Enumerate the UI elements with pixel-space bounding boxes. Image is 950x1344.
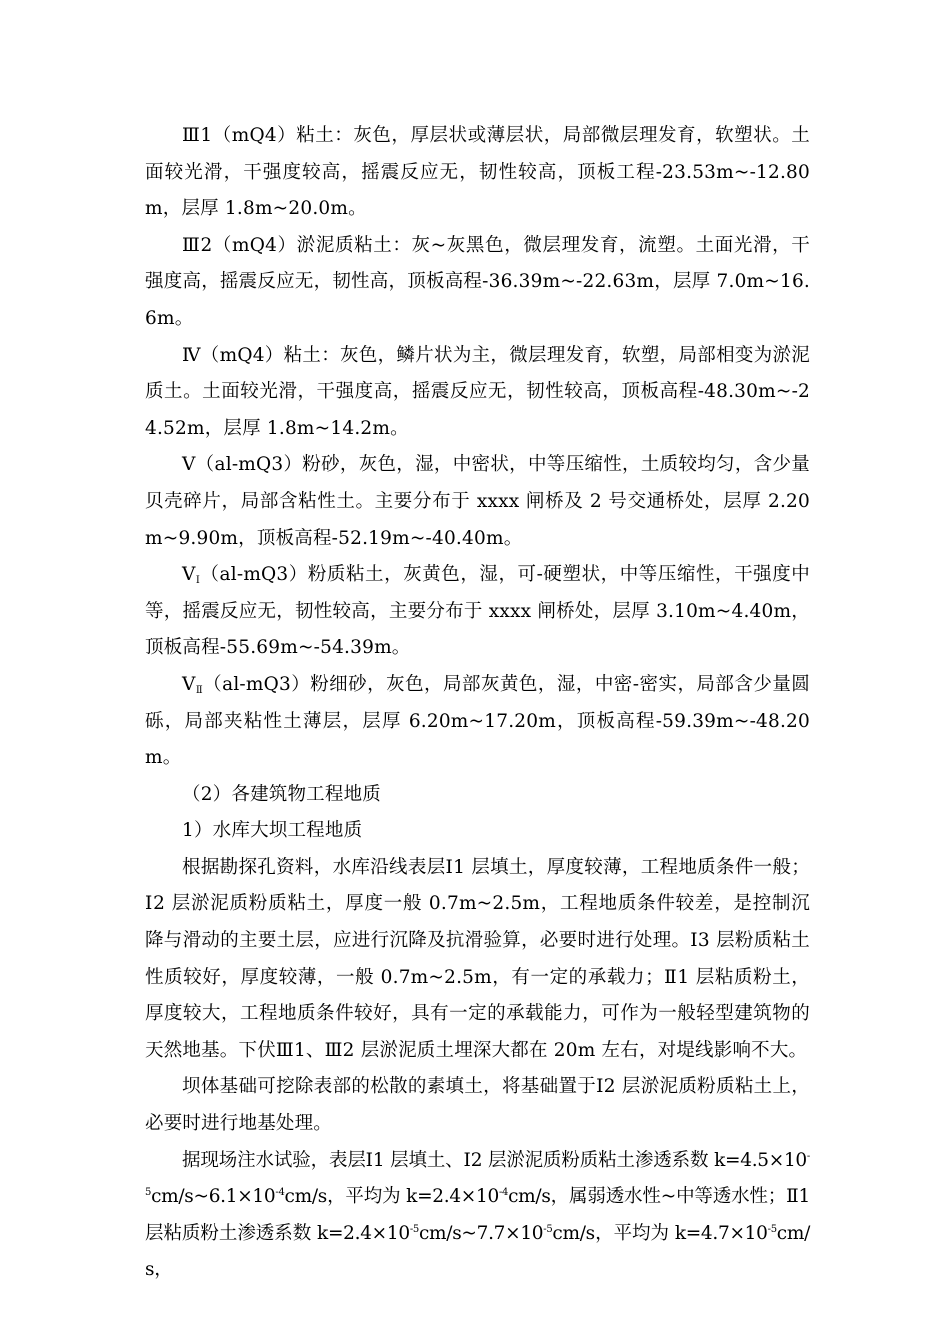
exponent: -5 <box>145 1150 810 1199</box>
subsection-heading-dam-geology: 1）水库大坝工程地质 <box>182 820 363 842</box>
paragraph-dam-foundation: 坝体基础可挖除表部的松散的素填土，将基础置于Ⅰ2 层淤泥质粉质粘土上，必要时进行地基处理。 <box>145 1076 810 1135</box>
document-page <box>145 118 810 1289</box>
paragraph-layer-v-silt-sand: Ⅴ（al-mQ3）粉砂，灰色，湿，中密状，中等压缩性，土质较均匀，含少量贝壳碎片，局部含粘性土。主要分布于 xxxx 闸桥及 2 号交通桥处，层厚 2.20m~9.90m，顶板高程-52.19m~-40.40m。 <box>145 454 810 549</box>
section-heading-building-geology: （2）各建筑物工程地质 <box>182 783 381 805</box>
exponent: -5 <box>767 1223 777 1235</box>
exponent: -4 <box>498 1187 509 1199</box>
paragraph-layer-iv-clay: Ⅳ（mQ4）粘土：灰色，鳞片状为主，微层理发育，软塑，局部相变为淤泥质土。土面较光滑，干强度高，摇震反应无，韧性较高，顶板高程-48.30m~-24.52m，层厚 1.8m~14.2m。 <box>145 344 810 439</box>
layer-subscript: Ⅱ <box>195 684 204 696</box>
paragraph-layer-iii2-silty-clay: Ⅲ2（mQ4）淤泥质粘土：灰~灰黑色，微层理发育，流塑。土面光滑，干强度高，摇震反应无，韧性高，顶板高程-36.39m~-22.63m，层厚 7.0m~16.6m。 <box>145 234 810 329</box>
exponent: -4 <box>275 1187 285 1199</box>
paragraph-layer-vi-silty-clay: $V_Ⅰ(al-mQ3)$粉质粘土，灰黄色，湿，可-硬塑状，中等压缩性，干强度中等，摇震反应无，韧性较高，主要分布于 xxxx 闸桥处，层厚 3.10m~4.40m，顶板高程-55.69m~-54.39m。 <box>145 564 810 659</box>
exponent: -5 <box>543 1223 553 1235</box>
paragraph-layer-vii-fine-sand: $V_Ⅱ(al-mQ3)$粉细砂，灰色，局部灰黄色，湿，中密-密实，局部含少量圆砾，局部夹粘性土薄层，层厚 6.20m~17.20m，顶板高程-59.39m~-48.20m。 <box>145 673 810 769</box>
paragraph-layer-iii1-clay: Ⅲ1（mQ4）粘土：灰色，厚层状或薄层状，局部微层理发育，软塑状。土面较光滑，干强度较高，摇震反应无，韧性较高，顶板工程-23.53m~-12.80m，层厚 1.8m~20.0m。 <box>145 125 810 220</box>
paragraph-permeability-test: 据现场注水试验，表层Ⅰ1 层填土、Ⅰ2 层淤泥质粉质粘土渗透系数 $k=4.5\times 10^{-5}cm/s\sim 6.1\times 10^{-4}cm/s$，平均为 $k=2.4\times 10^{-4}cm/s$，属弱透水性~中等透水性；Ⅱ1 层粘质粉土渗透系数 $k=2.4\times 10^{-5}cm/s\sim 7.7\times 10^{-5}cm/s$，平均为 $k=4.7\times 10^{-5}cm/s$， <box>145 1149 811 1281</box>
layer-subscript: Ⅰ <box>195 575 201 587</box>
exponent: -5 <box>409 1223 419 1235</box>
paragraph-borehole-analysis: 根据勘探孔资料，水库沿线表层Ⅰ1 层填土，厚度较薄，工程地质条件一般；Ⅰ2 层淤泥质粉质粘土，厚度一般 0.7m~2.5m，工程地质条件较差，是控制沉降与滑动的主要土层，应进行沉降及抗滑验算，必要时进行处理。Ⅰ3 层粉质粘土性质较好，厚度较薄，一般 0.7m~2.5m，有一定的承载力；Ⅱ1 层粘质粉土，厚度较大，工程地质条件较好，具有一定的承载能力，可作为一般轻型建筑物的天然地基。下伏Ⅲ1、Ⅲ2 层淤泥质土埋深大都在 20m 左右，对堤线影响不大。 <box>145 856 810 1061</box>
